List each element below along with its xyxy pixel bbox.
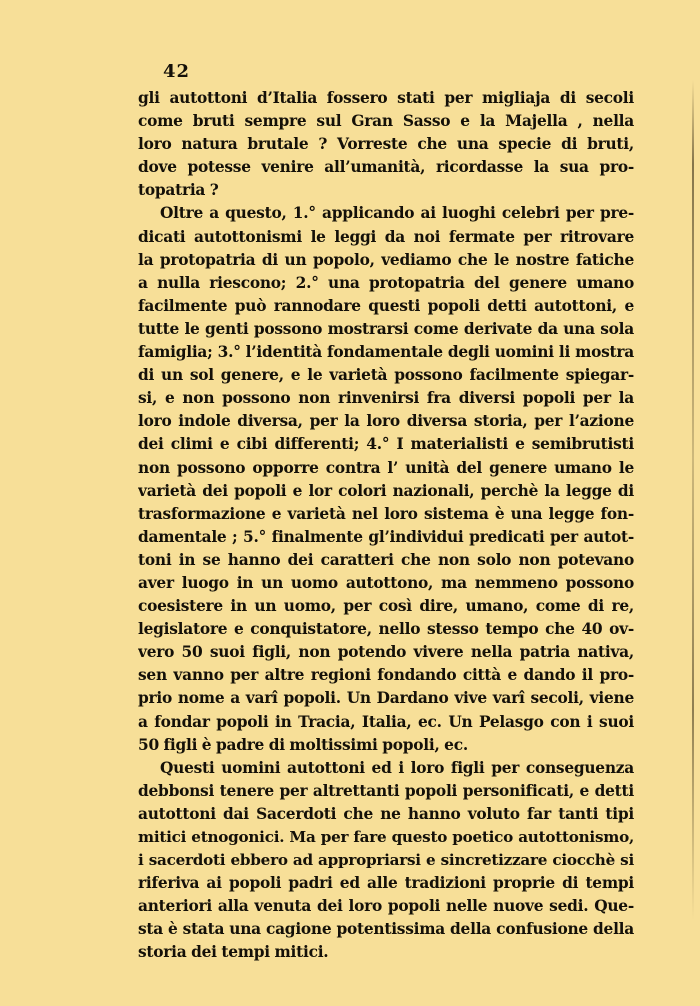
text-line: riferiva ai popoli padri ed alle tradizioni proprie di tempi: [138, 874, 634, 893]
text-line: sta è stata una cagione potentissima della confusione della: [138, 920, 634, 939]
text-line: Questi uomini autottoni ed i loro figli per conseguenza: [160, 758, 634, 777]
text-line: coesistere in un uomo, per così dire, umano, come di re,: [138, 597, 634, 616]
text-line: a fondar popoli in Tracia, Italia, ec. Un Pelasgo con i suoi: [138, 712, 634, 731]
text-line: 50 figli è padre di moltissimi popoli, ec.: [138, 735, 468, 754]
text-line: a nulla riescono; 2.° una protopatria del genere umano: [138, 273, 634, 292]
text-line: Oltre a questo, 1.° applicando ai luoghi celebri per pre-: [160, 204, 634, 223]
text-line: i sacerdoti ebbero ad appropriarsi e sincretizzare ciocchè si: [138, 851, 634, 870]
text-line: storia dei tempi mitici.: [138, 943, 329, 962]
text-line: tutte le genti possono mostrarsi come derivate da una sola: [138, 319, 634, 338]
text-line: trasformazione e varietà nel loro sistema è una legge fon-: [138, 504, 634, 523]
text-line: aver luogo in un uomo autottono, ma nemmeno possono: [138, 573, 634, 592]
text-line: debbonsi tenere per altrettanti popoli personificati, e detti: [138, 781, 634, 800]
text-line: loro indole diversa, per la loro diversa storia, per l’azione: [138, 412, 634, 431]
text-line: anteriori alla venuta dei loro popoli nelle nuove sedi. Que-: [138, 897, 634, 916]
body-text: [138, 87, 634, 965]
text-line: facilmente può rannodare questi popoli detti autottoni, e: [138, 296, 634, 315]
text-line: sen vanno per altre regioni fondando città e dando il pro-: [138, 666, 634, 685]
text-line: topatria ?: [138, 181, 219, 200]
text-line: dicati autottonismi le leggi da noi fermate per ritrovare: [138, 227, 634, 246]
text-line: prio nome a varî popoli. Un Dardano vive varî secoli, viene: [138, 689, 634, 708]
text-line: famiglia; 3.° l’identità fondamentale degli uomini li mostra: [138, 343, 634, 362]
text-line: toni in se hanno dei caratteri che non solo non potevano: [138, 550, 634, 569]
text-line: dei climi e cibi differenti; 4.° I materialisti e semibrutisti: [138, 435, 634, 454]
text-line: varietà dei popoli e lor colori nazionali, perchè la legge di: [138, 481, 634, 500]
text-line: di un sol genere, e le varietà possono facilmente spiegar-: [138, 366, 634, 385]
text-line: la protopatria di un popolo, vediamo che le nostre fatiche: [138, 250, 634, 269]
text-line: mitici etnogonici. Ma per fare questo poetico autottonismo,: [138, 828, 634, 846]
text-line: come bruti sempre sul Gran Sasso e la Majella , nella: [138, 112, 634, 131]
text-line: autottoni dai Sacerdoti che ne hanno voluto far tanti tipi: [138, 804, 634, 823]
text-line: gli autottoni d’Italia fossero stati per migliaja di secoli: [138, 89, 634, 107]
page-number: 42: [163, 61, 191, 82]
text-line: vero 50 suoi figli, non potendo vivere nella patria nativa,: [138, 643, 634, 662]
text-line: legislatore e conquistatore, nello stesso tempo che 40 ov-: [138, 620, 634, 639]
text-line: non possono opporre contra l’ unità del genere umano le: [138, 458, 634, 477]
text-line: si, e non possono non rinvenirsi fra diversi popoli per la: [138, 389, 634, 408]
text-line: loro natura brutale ? Vorreste che una specie di bruti,: [138, 135, 634, 154]
page-edge-shadow: [692, 80, 694, 920]
text-line: dove potesse venire all’umanità, ricordasse la sua pro-: [138, 158, 634, 177]
text-line: damentale ; 5.° finalmente gl’individui predicati per autot-: [138, 527, 634, 546]
